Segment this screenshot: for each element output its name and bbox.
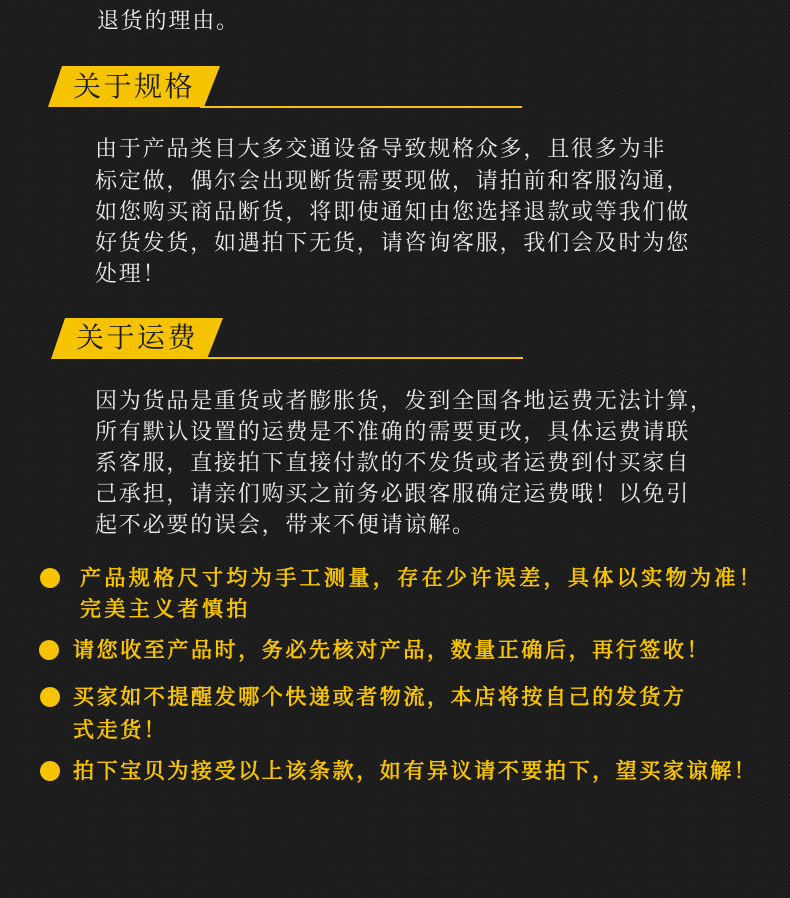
section-shipping-title: 关于运费 bbox=[76, 321, 199, 354]
section-shipping-line: 己承担，请亲们购买之前务必跟客服确定运费哦！以免引 bbox=[95, 482, 691, 507]
section-spec-line: 好货发货，如遇拍下无货，请咨询客服，我们会及时为您 bbox=[95, 231, 691, 256]
section-spec-line: 标定做，偶尔会出现断货需要现做，请拍前和客服沟通， bbox=[95, 169, 691, 194]
section-shipping-line: 因为货品是重货或者膨胀货，发到全国各地运费无法计算， bbox=[95, 389, 714, 414]
bullet-dot-icon bbox=[40, 761, 60, 781]
bullet-dot-icon bbox=[40, 568, 60, 588]
section-spec-line: 由于产品类目大多交通设备导致规格众多，且很多为非 bbox=[95, 137, 667, 162]
section-spec-line: 如您购买商品断货，将即使通知由您选择退款或等我们做 bbox=[95, 200, 691, 225]
section-shipping-line: 系客服，直接拍下直接付款的不发货或者运费到付买家自 bbox=[95, 451, 691, 476]
notice-text: 买家如不提醒发哪个快递或者物流，本店将按自己的发货方 bbox=[73, 685, 687, 709]
notice-text: 产品规格尺寸均为手工测量，存在少许误差，具体以实物为准！ bbox=[80, 566, 764, 590]
intro-tail-line: 退货的理由。 bbox=[97, 9, 240, 34]
notice-text: 完美主义者慎拍 bbox=[80, 597, 251, 621]
section-spec-line: 处理！ bbox=[95, 262, 167, 287]
section-spec-underline bbox=[200, 106, 522, 108]
notice-text: 式走货！ bbox=[73, 718, 168, 742]
notice-text: 拍下宝贝为接受以上该条款，如有异议请不要拍下，望买家谅解！ bbox=[73, 759, 758, 783]
section-spec-title: 关于规格 bbox=[73, 70, 196, 103]
section-shipping-line: 所有默认设置的运费是不准确的需要更改，具体运费请联 bbox=[95, 420, 691, 445]
bullet-dot-icon bbox=[40, 687, 60, 707]
notice-text: 请您收至产品时，务必先核对产品，数量正确后，再行签收！ bbox=[73, 638, 711, 662]
section-shipping-underline bbox=[203, 357, 523, 359]
section-shipping-line: 起不必要的误会，带来不便请谅解。 bbox=[95, 513, 476, 538]
bullet-dot-icon bbox=[39, 640, 59, 660]
